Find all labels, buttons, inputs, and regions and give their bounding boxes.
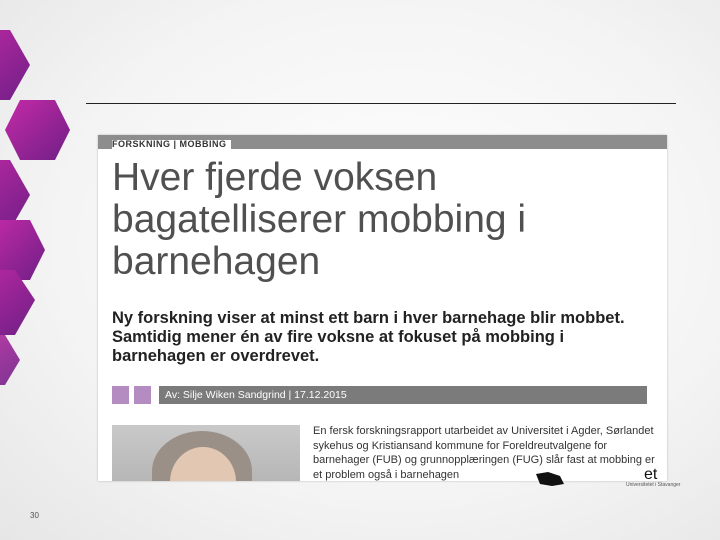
share-square-icon bbox=[134, 386, 151, 404]
slide-page-number: 30 bbox=[30, 511, 39, 520]
share-square-icon bbox=[112, 386, 129, 404]
article-kicker: FORSKNING | MOBBING bbox=[112, 140, 231, 149]
logo-word: et bbox=[644, 466, 658, 483]
logo-mark-icon bbox=[532, 470, 572, 488]
article-screenshot bbox=[98, 135, 667, 481]
university-logo bbox=[532, 466, 681, 492]
title-divider bbox=[86, 103, 676, 104]
article-lead: Ny forskning viser at minst ett barn i hver barnehage blir mobbet. Samtidig mener én av fire voksne at fokuset på mobbing i barnehagen er overdrevet. bbox=[112, 309, 625, 365]
article-body: En fersk forskningsrapport utarbeidet av Universitet i Agder, Sørlandet sykehus og Kristiansand kommune for Foreldreutvalgene for barnehager (FUB) og grunnopplæringen (FUG) slår fast at mobbing er et problem også i barnehagen bbox=[313, 425, 655, 481]
article-headline: Hver fjerde voksen bagatelliserer mobbing i barnehagen bbox=[112, 156, 527, 283]
logo-subtext: Universitetet i Stavanger bbox=[626, 482, 681, 488]
decorative-hexagon-pattern bbox=[0, 0, 80, 540]
author-photo bbox=[112, 425, 300, 481]
article-byline: Av: Silje Wiken Sandgrind | 17.12.2015 bbox=[159, 386, 647, 404]
article-meta-bar bbox=[112, 386, 647, 404]
